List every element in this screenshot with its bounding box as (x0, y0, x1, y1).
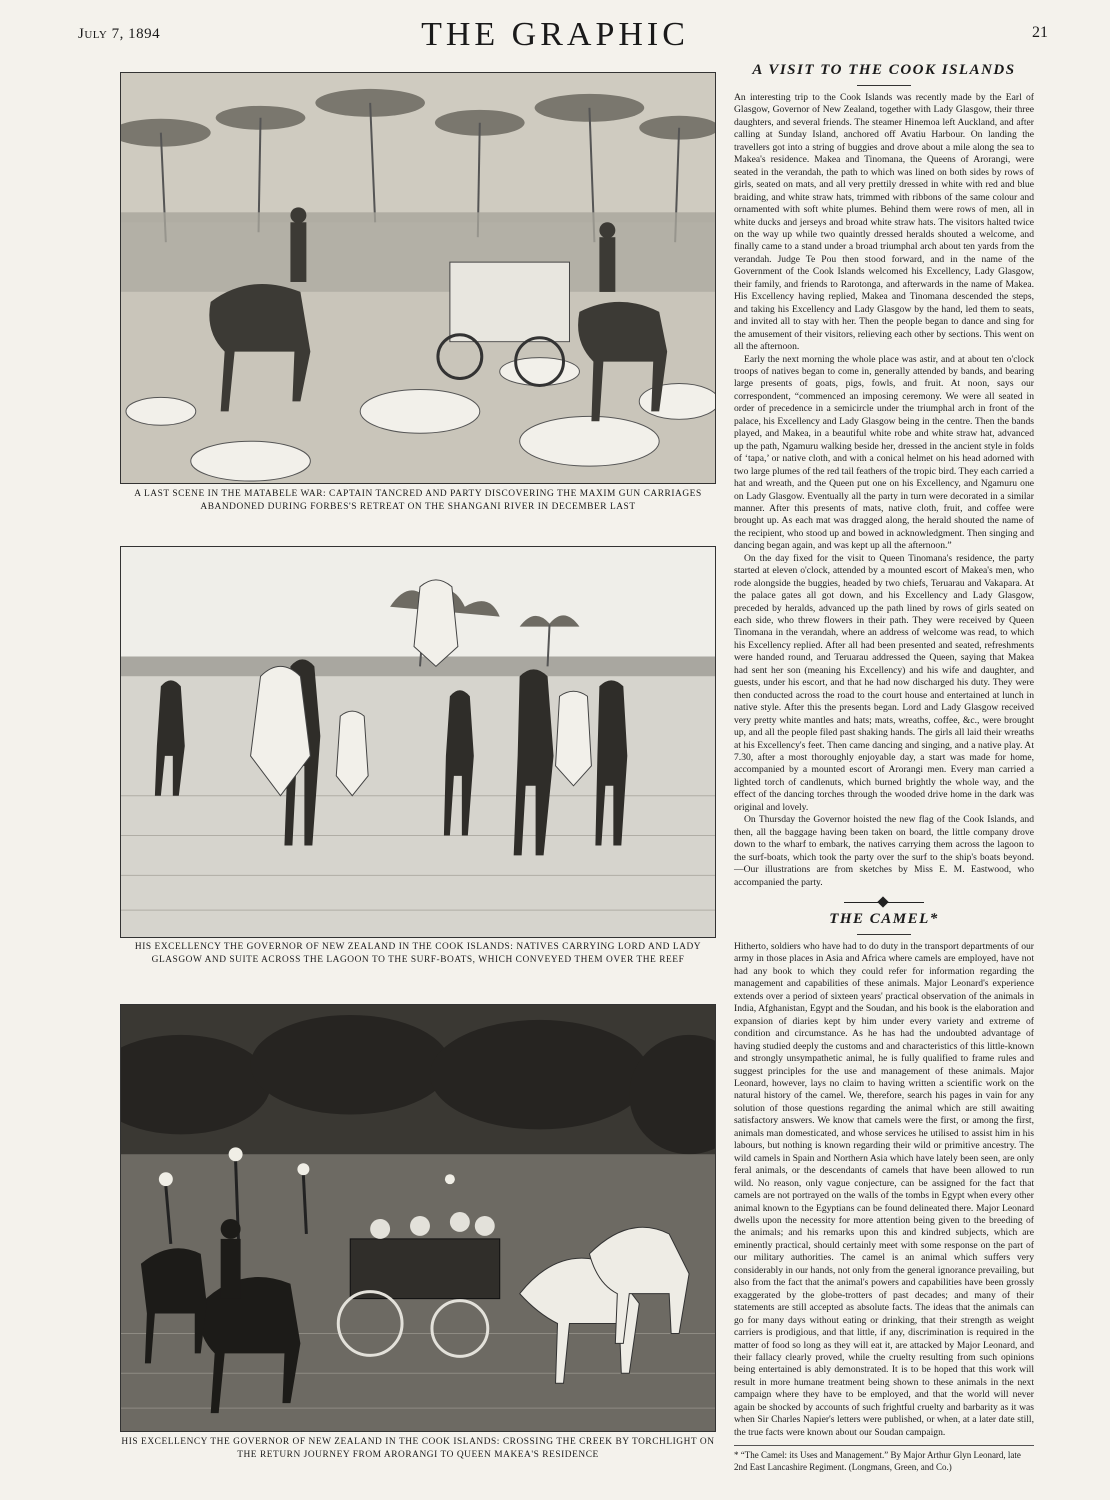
page-number: 21 (1032, 24, 1048, 41)
article-title-camel: THE CAMEL* (829, 911, 939, 927)
issue-date: July 7, 1894 (78, 26, 161, 42)
title-rule (857, 934, 911, 935)
illustration-lagoon-crossing (120, 546, 716, 938)
engraving-torchlight-crossing (121, 1005, 715, 1431)
divider-diamond (877, 896, 888, 907)
masthead (0, 0, 1110, 60)
article-column (734, 62, 1034, 1473)
footnote: * “The Camel: its Uses and Management.” By Major Arthur Glyn Leonard, late 2nd East Lancashire Regiment. (Longmans, Green, and Co.) (734, 1450, 1021, 1472)
paragraph: Hitherto, soldiers who have had to do duty in the transport departments of our army in those places in Asia and Africa where camels are employed, have not had any book to which they could refer for information regarding the management and capabilities of these animals. Major Leonard's experience extends over a period of sixteen years' practical observation of the animals in India, Afghanistan, Egypt and the Soudan, and his book is the elaboration and expansion of diaries kept by him under every variety and extreme of condition and circumstance. As he has had the undoubted advantage of having studied deeply the customs and and characteristics of this little-known and strongly unsympathetic animal, he is fully qualified to frame rules and suggest principles for the use and management of these animals. Major Leonard, however, lays no claim to having written a scientific work on the natural history of the camel. We, therefore, search his pages in vain for any solution of those questions regarding the animal which are still awaiting satisfactory answers. We know that camels were the first, or among the first, animals man domesticated, and whose services he utilised to assist him in his labours, but nothing is known regarding their wild or primitive ancestry. The wild camels in Spain and Northern Asia which have lately been seen, are only feral animals, or the descendants of camels that have been allowed to run wild. No reason, only vague conjecture, can be assigned for the fact that camels are not portrayed on the walls of the tombs in Egypt when every other animal known to the Egyptians can be found delineated there. Major Leonard dwells upon the necessity for more attention being given to the breeding of the animals; and his remarks upon this and kindred subjects, which are eminently practical, should certainly meet with some response on the part of our military authorities. The camel is an animal which suffers very considerably in our hands, not only from the general ignorance prevailing, but also from the fact that the animal's powers and capabilities have been grossly exaggerated by the globe-trotters of past decades; and many of their statements are still accepted as absolute facts. The ideas that the animals can go for many days without eating or drinking, that their strength as weight carriers is prodigious, and that little, if any, discrimination is required in the matter of food so long as they will eat it, are attacked by Major Leonard, and their fallacy clearly proved, while the cruelty resulting from such opinions being entertained is ably demonstrated. It is to be hoped that this work will result in more humane treatment being shown to these animals in the next campaign where they have to be employed, and that the world will never again be shocked by accounts of such frightful cruelty and barbarity as it was when Sir Charles Napier's letters were published, or when, at a later date still, the true facts were known about our Soudan campaign. (734, 941, 1034, 1438)
publication-title: THE GRAPHIC (421, 16, 689, 53)
article-title-cook-islands: A VISIT TO THE COOK ISLANDS (752, 62, 1016, 78)
section-divider (734, 895, 1034, 909)
article-body-cook-islands (734, 92, 1034, 889)
paragraph: On the day fixed for the visit to Queen Tinomana's residence, the party started at eleven o'clock, attended by a mounted escort of Makea's men, who rode alongside the buggies, headed by two chiefs, Teruarau and Vakapara. At the palace gates all got down, and his Excellency and Lady Glasgow, preceded by heralds, advanced up the path lined by rows of girls seated on each side, who threw flowers in their path. They were received by Queen Tinomana in the verandah, where an address of welcome was read, to which his Excellency replied. After all had been presented and seated, refreshments were handed round, and Teruarau addressed the Queen, saying that Makea had sent her son (meaning his Excellency) and his wife and daughter, and guests, under his escort, and that he had now discharged his duty. They were then conducted across the road to the court house and entertained at lunch in native style. After this the presents began. Lord and Lady Glasgow received very pretty white mantles and hats; mats, wreaths, coffee, &c., were brought up, and all the people filed past shaking hands. The girls all laid their wreaths at his Excellency's feet. Then came dancing and singing, and a native play. At 7.30, after a most thoroughly enjoyable day, a start was made for home, accompanied by a mounted escort of Arorangi men. Every man carried a lighted torch of candlenuts, which burned brightly the whole way, and the effect of the dancing torches through the wooded drive home in the dark was original and lovely. (734, 552, 1034, 813)
title-rule (857, 85, 911, 86)
article-body-camel (734, 941, 1034, 1439)
paragraph: An interesting trip to the Cook Islands was recently made by the Earl of Glasgow, Governor of New Zealand, together with Lady Glasgow, their three daughters, and several friends. The steamer Hinemoa left Auckland, and after calling at Sunday Island, anchored off Avatiu Harbour. On landing the travellers got into a string of buggies and drove about a mile along the sea to Makea's residence. Makea and Tinomana, the Queens of Arorangi, were seated in the verandah, the path to which was lined on both sides by rows of girls, seated on mats, and all very prettily dressed in white with red and blue braiding, and white straw hats, trimmed with ribbons of the same colour and ornamented with soft white plumes. Behind them were rows of men, all in white ducks and jerseys and broad white straw hats. The visitors halted twice on the way up while two quaintly dressed heralds shouted a welcome, and finally came to a stand under a broad triumphal arch about ten yards from the verandah. Judge Te Pou then stood forward, and in the name of the Government of the Cook Islands welcomed his Excellency, Lady Glasgow, their family, and friends to Rarotonga, and afterwards in the name of Makea. His Excellency having replied, Makea and Tinomana descended the steps, and taking his Excellency and Lady Glasgow by the hand, led them to seats, and invited all to stay with her. Then the people began to dance and sing for the amusement of their visitors, relieving each other by sections. This went on all the afternoon. (734, 92, 1034, 353)
paragraph: On Thursday the Governor hoisted the new flag of the Cook Islands, and then, all the baggage having been taken on board, the little company drove down to the wharf to embark, the natives carrying them across the lagoon to the surf-boats, which took the party over the surf to the ship's boats beyond.—Our illustrations are from sketches by Miss E. M. Eastwood, who accompanied the party. (734, 814, 1034, 888)
caption-lagoon-crossing: HIS EXCELLENCY THE GOVERNOR OF NEW ZEALAND IN THE COOK ISLANDS: NATIVES CARRYING LORD AND LADY GLASGOW AND SUITE ACROSS THE LAGOON TO THE SURF-BOATS, WHICH CONVEYED THEM OVER THE REEF (134, 942, 702, 965)
engraving-matabele-war (121, 73, 715, 483)
engraving-lagoon-crossing (121, 547, 715, 937)
illustration-torchlight-crossing (120, 1004, 716, 1432)
caption-torchlight-crossing: HIS EXCELLENCY THE GOVERNOR OF NEW ZEALAND IN THE COOK ISLANDS: CROSSING THE CREEK BY TORCHLIGHT ON THE RETURN JOURNEY FROM ARORANGI TO QUEEN MAKEA'S RESIDENCE (121, 1437, 715, 1460)
illustration-matabele-war (120, 72, 716, 484)
paragraph: Early the next morning the whole place was astir, and at about ten o'clock troops of natives began to come in, generally attended by bands, and bearing large presents of goats, pigs, fowls, and fruit. At noon, says our correspondent, “commenced an imposing ceremony. We were all seated in order of precedence in a semicircle under the triumphal arch in front of the palace, his Excellency and Lady Glasgow being in the centre. Then the bands played, and Makea, in a beautiful white robe and white straw hat, advanced up the path, Ngamuru walking beside her, dressed in the ancient style in folds of ‘tapa,’ or native cloth, and with a conical helmet on his head adorned with two large plumes of the red tail feathers of the tropic bird. They each carried a hat and wreath, and the Queen put one on his Excellency, and Ngamuru one on Lady Glasgow. Eventually all the party in turn were decorated in a similar manner. After this presents of mats, native cloth, fruit, and coffee were brought up. As each mat was dragged along, the herald shouted the name of the recipient, who stood up and bowed in acknowledgment. Then singing and dancing began again, and was kept up all the afternoon.” (734, 353, 1034, 552)
caption-matabele-war: A LAST SCENE IN THE MATABELE WAR: CAPTAIN TANCRED AND PARTY DISCOVERING THE MAXIM GUN CARRIAGES ABANDONED DURING FORBES'S RETREAT ON THE SHANGANI RIVER IN DECEMBER LAST (134, 489, 702, 512)
footnote-rule (734, 1445, 1034, 1446)
